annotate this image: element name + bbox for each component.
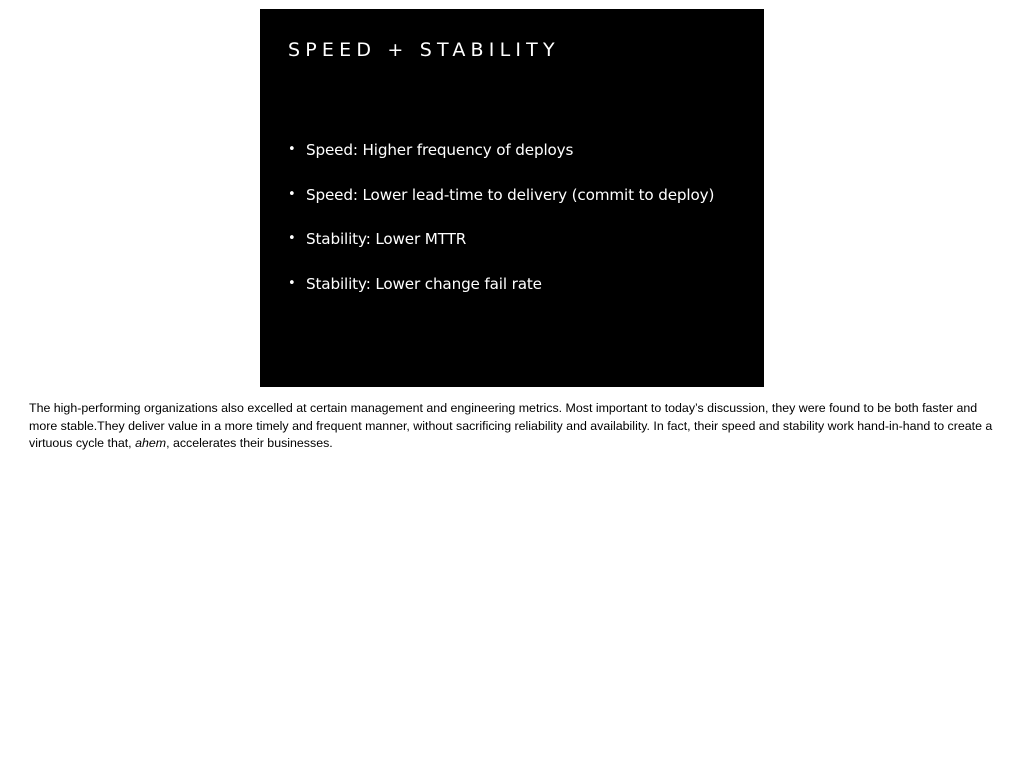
presenter-notes (29, 400, 1001, 453)
bullet-text: Speed: Lower lead-time to delivery (commit to deploy) (306, 185, 715, 204)
bullet-list (288, 138, 714, 316)
slide-title: SPEED + STABILITY (288, 39, 560, 61)
bullet-text: Speed: Higher frequency of deploys (306, 141, 574, 159)
bullet-text: Stability: Lower MTTR (306, 230, 467, 248)
bullet-icon: • (288, 275, 296, 291)
bullet-item (288, 272, 714, 296)
bullet-icon: • (288, 186, 296, 202)
bullet-icon: • (288, 142, 296, 157)
slide (260, 9, 764, 387)
bullet-icon: • (288, 231, 296, 246)
notes-text-before: The high-performing organizations also excelled at certain management and engineering metrics. Most important to today’s discussion, they were found to be both faster and more stable.They deliver value in a more timely and frequent manner, without sacrificing reliability and availability. In fact, their speed and stability work hand-in-hand to create a virtuous cycle that, (29, 401, 993, 450)
bullet-item (288, 138, 714, 162)
bullet-item (288, 183, 714, 207)
notes-emphasis: ahem (135, 436, 167, 450)
bullet-item (288, 227, 714, 251)
notes-text-after: , accelerates their businesses. (166, 436, 333, 450)
bullet-text: Stability: Lower change fail rate (306, 274, 542, 293)
